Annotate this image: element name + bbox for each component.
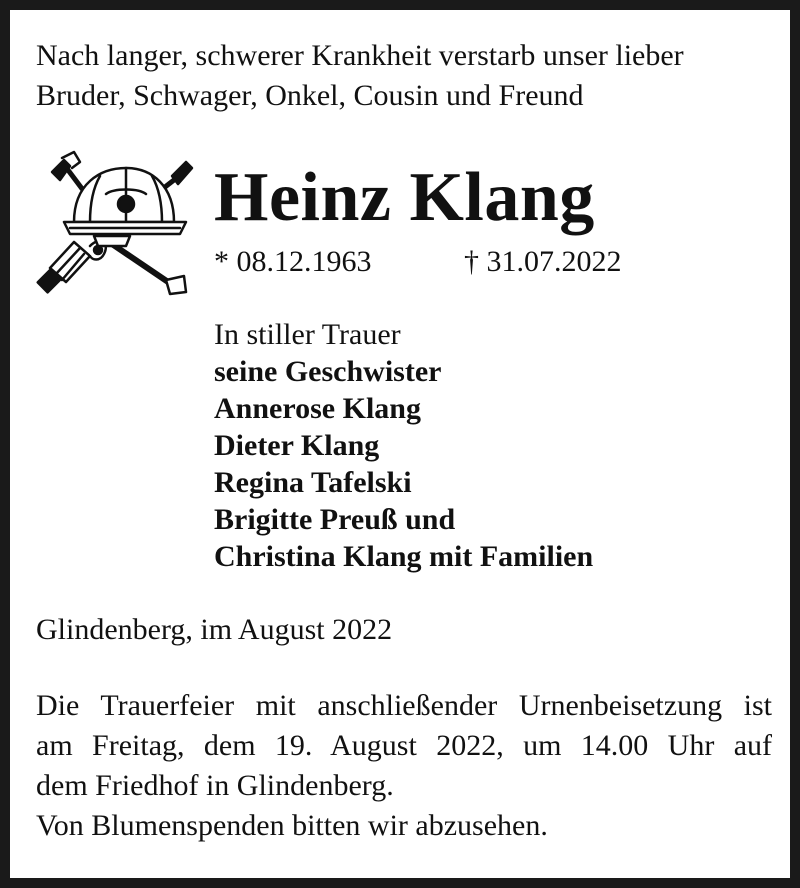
mourners-block	[214, 316, 593, 575]
firefighter-helmet-emblem-icon	[34, 150, 194, 300]
ceremony-line-2: am Freitag, dem 19. August 2022, um 14.00 Uhr auf	[36, 729, 772, 762]
place-and-date: Glindenberg, im August 2022	[36, 613, 393, 646]
mourner-name: Regina Tafelski	[214, 466, 412, 499]
life-dates	[214, 244, 622, 280]
mourner-name: Dieter Klang	[214, 429, 380, 462]
mourner-name: Christina Klang mit Familien	[214, 540, 594, 573]
mourner-name: Annerose Klang	[214, 392, 421, 425]
intro-line-1: Nach langer, schwerer Krankheit verstarb unser lieber	[36, 39, 684, 72]
mourner-name: Brigitte Preuß und	[214, 503, 456, 536]
mourner-name: seine Geschwister	[214, 355, 442, 388]
birth-date: * 08.12.1963	[214, 245, 372, 278]
ceremony-line-1: Die Trauerfeier mit anschließender Urnenbeisetzung ist	[36, 689, 772, 722]
flowers-note: Von Blumenspenden bitten wir abzusehen.	[36, 809, 548, 842]
ceremony-line-3: dem Friedhof in Glindenberg.	[36, 769, 394, 802]
ceremony-details	[36, 686, 772, 806]
death-date: † 31.07.2022	[464, 245, 622, 278]
mourners-heading: In stiller Trauer	[214, 318, 401, 351]
deceased-name: Heinz Klang	[214, 159, 595, 236]
intro-text	[36, 36, 772, 116]
obituary-notice	[10, 10, 790, 878]
intro-line-2: Bruder, Schwager, Onkel, Cousin und Freund	[36, 79, 584, 112]
